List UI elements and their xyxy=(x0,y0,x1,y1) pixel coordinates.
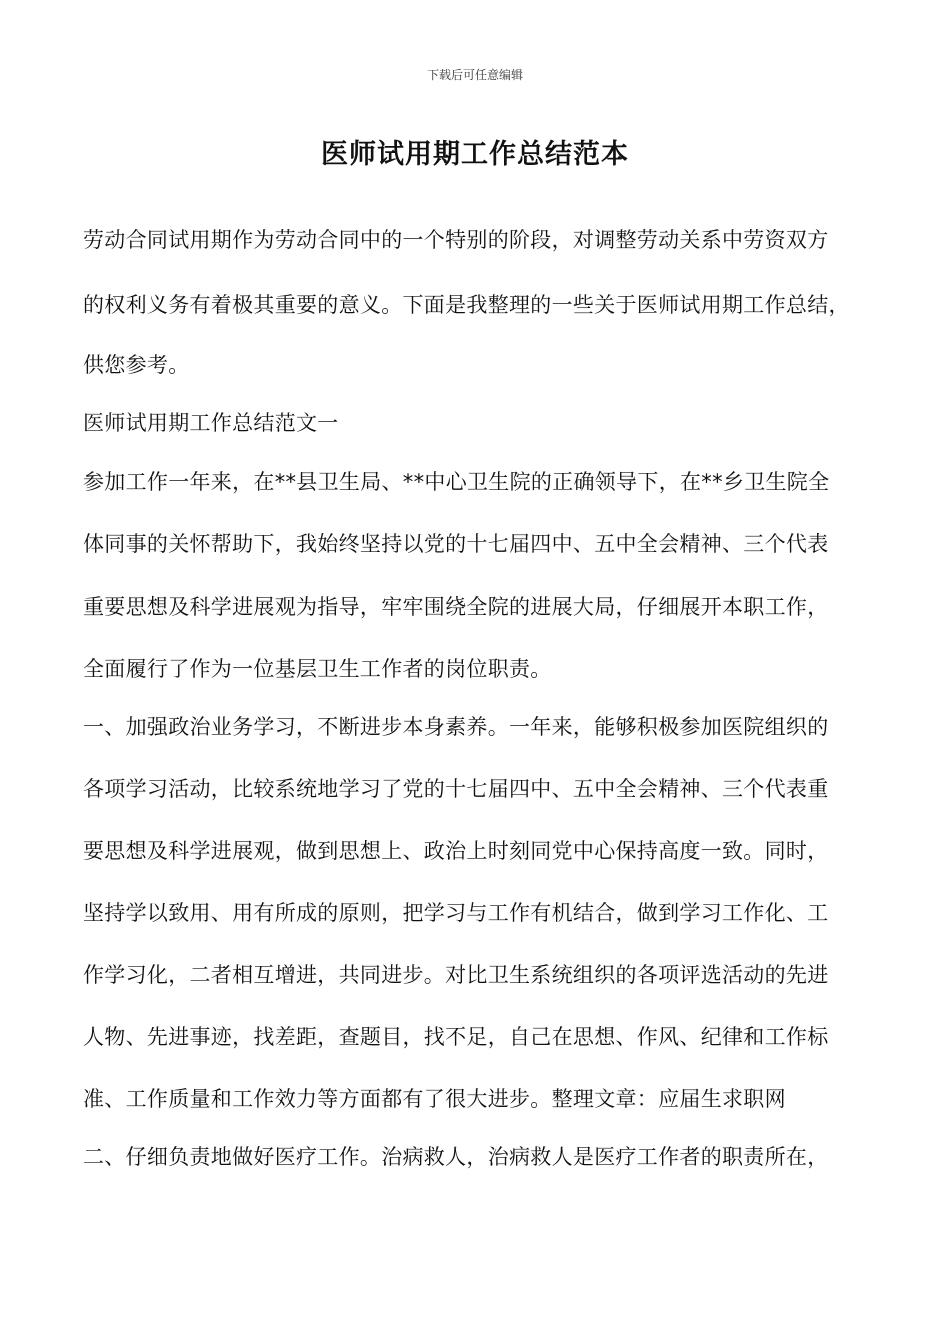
paragraph-line: 劳动合同试用期作为劳动合同中的一个特别的阶段，对调整劳动关系中劳资双方 xyxy=(83,228,829,252)
paragraph-line: 的权利义务有着极其重要的意义。下面是我整理的一些关于医师试用期工作总结， xyxy=(83,293,850,317)
paragraph-line: 供您参考。 xyxy=(83,353,190,377)
document-title: 医师试用期工作总结范本 xyxy=(321,139,629,170)
paragraph-line: 人物、先进事迹，找差距，查题目，找不足，自己在思想、作风、纪律和工作标 xyxy=(83,1025,829,1049)
paragraph-line: 参加工作一年来，在**县卫生局、**中心卫生院的正确领导下，在**乡卫生院全 xyxy=(83,470,830,494)
paragraph-line: 要思想及科学进展观，做到思想上、政治上时刻同党中心保持高度一致。同时， xyxy=(83,839,829,863)
paragraph-line: 二、仔细负责地做好医疗工作。治病救人，治病救人是医疗工作者的职责所在， xyxy=(83,1145,829,1169)
paragraph-line: 全面履行了作为一位基层卫生工作者的岗位职责。 xyxy=(83,657,552,681)
paragraph-line: 作学习化，二者相互增进，共同进步。对比卫生系统组织的各项评选活动的先进 xyxy=(83,963,829,987)
paragraph-line: 体同事的关怀帮助下，我始终坚持以党的十七届四中、五中全会精神、三个代表 xyxy=(83,532,829,556)
paragraph-line: 一、加强政治业务学习，不断进步本身素养。一年来，能够积极参加医院组织的 xyxy=(83,715,829,739)
paragraph-line: 重要思想及科学进展观为指导，牢牢围绕全院的进展大局，仔细展开本职工作， xyxy=(83,595,829,619)
paragraph-line: 准、工作质量和工作效力等方面都有了很大进步。整理文章：应届生求职网 xyxy=(83,1087,786,1111)
paragraph-line: 各项学习活动，比较系统地学习了党的十七届四中、五中全会精神、三个代表重 xyxy=(83,777,829,801)
section-heading: 医师试用期工作总结范文一 xyxy=(83,411,339,435)
header-note: 下载后可任意编辑 xyxy=(426,68,523,82)
paragraph-line: 坚持学以致用、用有所成的原则，把学习与工作有机结合，做到学习工作化、工 xyxy=(83,901,829,925)
